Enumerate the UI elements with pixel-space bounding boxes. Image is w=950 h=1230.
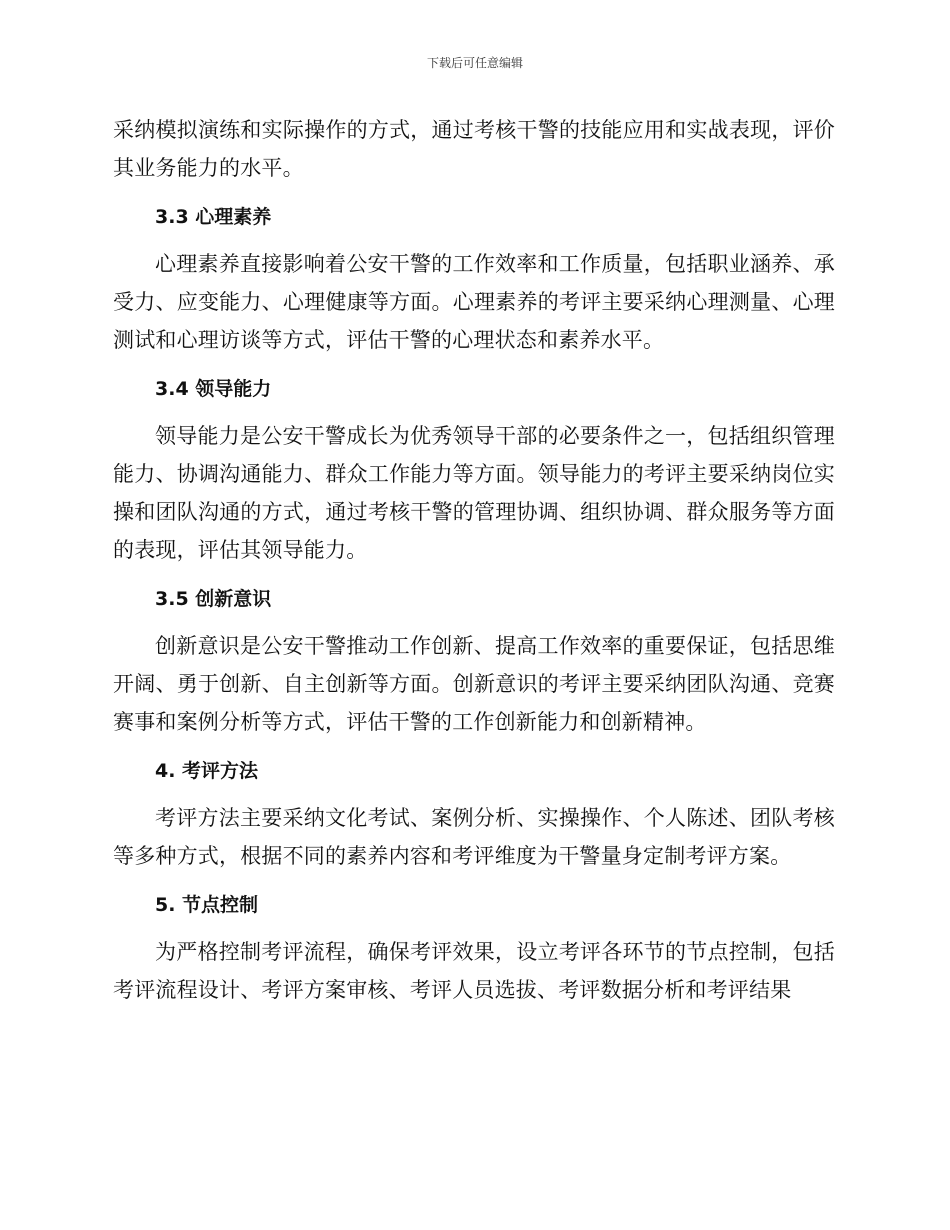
section-heading-4: 4. 考评方法 (155, 760, 259, 782)
paragraph-node-control: 为严格控制考评流程，确保考评效果，设立考评各环节的节点控制，包括考评流程设计、考评方案审核、考评人员选拔、考评数据分析和考评结果 (113, 940, 835, 1002)
section-heading-5: 5. 节点控制 (155, 894, 259, 916)
paragraph-methods: 考评方法主要采纳文化考试、案例分析、实操操作、个人陈述、团队考核等多种方式，根据不同的素养内容和考评维度为干警量身定制考评方案。 (113, 806, 835, 868)
section-heading-3-3: 3.3 心理素养 (155, 206, 272, 228)
document-body (113, 111, 835, 1009)
paragraph-psychology: 心理素养直接影响着公安干警的工作效率和工作质量，包括职业涵养、承受力、应变能力、心理健康等方面。心理素养的考评主要采纳心理测量、心理测试和心理访谈等方式，评估干警的心理状态和素养水平。 (113, 252, 835, 352)
page-header: 下载后可任意编辑 (426, 56, 523, 70)
section-heading-3-5: 3.5 创新意识 (155, 588, 272, 610)
paragraph-innovation: 创新意识是公安干警推动工作创新、提高工作效率的重要保证，包括思维开阔、勇于创新、自主创新等方面。创新意识的考评主要采纳团队沟通、竞赛赛事和案例分析等方式，评估干警的工作创新能力和创新精神。 (113, 634, 835, 734)
paragraph-leadership: 领导能力是公安干警成长为优秀领导干部的必要条件之一，包括组织管理能力、协调沟通能力、群众工作能力等方面。领导能力的考评主要采纳岗位实操和团队沟通的方式，通过考核干警的管理协调、组织协调、群众服务等方面的表现，评估其领导能力。 (113, 424, 835, 562)
section-heading-3-4: 3.4 领导能力 (155, 378, 272, 400)
paragraph-continued: 采纳模拟演练和实际操作的方式，通过考核干警的技能应用和实战表现，评价其业务能力的水平。 (113, 118, 835, 180)
